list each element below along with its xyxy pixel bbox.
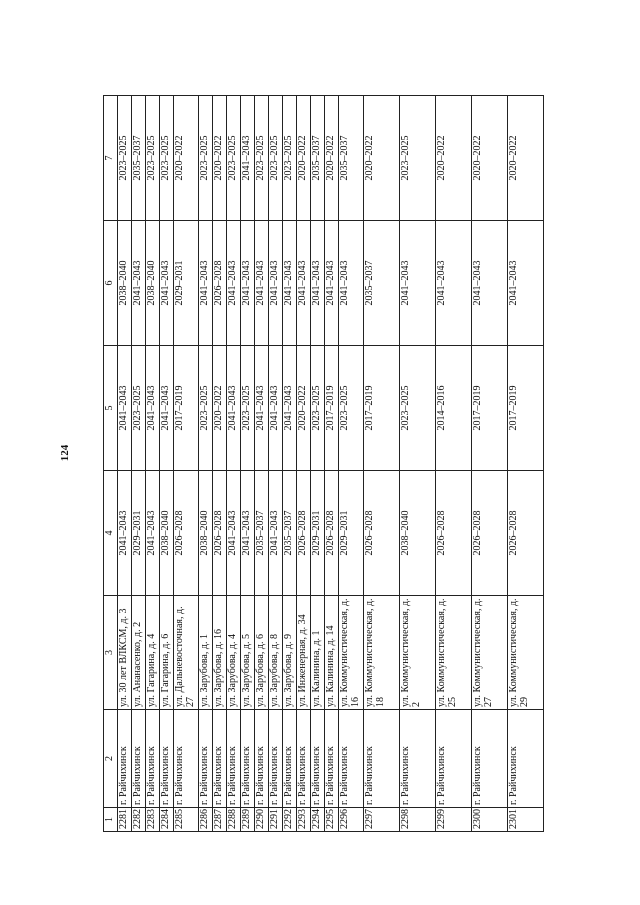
table-row <box>118 96 132 832</box>
city-cell: г. Райчихинск <box>339 710 364 808</box>
table-row <box>146 96 160 832</box>
period-cell-6: 2041–2043 <box>227 221 241 346</box>
table-row <box>255 96 269 832</box>
table-row <box>213 96 227 832</box>
period-cell-5: 2041–2043 <box>269 346 283 471</box>
data-table <box>103 95 544 832</box>
address-cell: ул. Калинина, д. 1 <box>311 596 325 710</box>
period-cell-4: 2038–2040 <box>400 471 436 596</box>
row-number: 2295 <box>325 808 339 832</box>
table-row <box>339 96 364 832</box>
page-number: 124 <box>59 444 71 462</box>
city-cell: г. Райчихинск <box>436 710 472 808</box>
table-row <box>241 96 255 832</box>
period-cell-5: 2023–2025 <box>311 346 325 471</box>
period-cell-5: 2041–2043 <box>255 346 269 471</box>
period-cell-4: 2041–2043 <box>269 471 283 596</box>
city-cell: г. Райчихинск <box>283 710 297 808</box>
period-cell-7: 2023–2025 <box>199 96 213 221</box>
row-number: 2289 <box>241 808 255 832</box>
period-cell-6: 2041–2043 <box>160 221 174 346</box>
city-cell: г. Райчихинск <box>400 710 436 808</box>
period-cell-6: 2041–2043 <box>436 221 472 346</box>
period-cell-7: 2023–2025 <box>283 96 297 221</box>
table-row <box>311 96 325 832</box>
period-cell-6: 2041–2043 <box>132 221 146 346</box>
city-cell: г. Райчихинск <box>241 710 255 808</box>
table-row <box>364 96 400 832</box>
period-cell-5: 2017–2019 <box>364 346 400 471</box>
row-number: 2297 <box>364 808 400 832</box>
period-cell-7: 2023–2025 <box>400 96 436 221</box>
period-cell-4: 2041–2043 <box>118 471 132 596</box>
period-cell-6: 2041–2043 <box>255 221 269 346</box>
row-number: 2296 <box>339 808 364 832</box>
period-cell-5: 2041–2043 <box>118 346 132 471</box>
period-cell-5: 2017–2019 <box>472 346 508 471</box>
period-cell-6: 2041–2043 <box>269 221 283 346</box>
col-header-3: 3 <box>104 596 118 710</box>
address-cell: ул. Зарубова, д. 5 <box>241 596 255 710</box>
period-cell-6: 2035–2037 <box>364 221 400 346</box>
row-number: 2291 <box>269 808 283 832</box>
table-row <box>160 96 174 832</box>
period-cell-4: 2029–2031 <box>339 471 364 596</box>
period-cell-4: 2029–2031 <box>311 471 325 596</box>
period-cell-5: 2023–2025 <box>400 346 436 471</box>
city-cell: г. Райчихинск <box>213 710 227 808</box>
address-cell: ул. Зарубова, д. 9 <box>283 596 297 710</box>
table-row <box>174 96 199 832</box>
period-cell-7: 2020–2022 <box>472 96 508 221</box>
period-cell-6: 2041–2043 <box>325 221 339 346</box>
table-row <box>297 96 311 832</box>
period-cell-5: 2023–2025 <box>241 346 255 471</box>
address-cell: ул. Ананасенко, д. 2 <box>132 596 146 710</box>
period-cell-6: 2041–2043 <box>508 221 544 346</box>
period-cell-6: 2029–2031 <box>174 221 199 346</box>
table-row <box>508 96 544 832</box>
address-cell: ул. Гагарина, д. 6 <box>160 596 174 710</box>
period-cell-4: 2026–2028 <box>297 471 311 596</box>
period-cell-4: 2026–2028 <box>325 471 339 596</box>
row-number: 2301 <box>508 808 544 832</box>
table-row <box>436 96 472 832</box>
city-cell: г. Райчихинск <box>227 710 241 808</box>
table-body <box>118 96 544 832</box>
city-cell: г. Райчихинск <box>199 710 213 808</box>
period-cell-6: 2041–2043 <box>339 221 364 346</box>
table-row <box>227 96 241 832</box>
period-cell-5: 2020–2022 <box>297 346 311 471</box>
period-cell-4: 2026–2028 <box>174 471 199 596</box>
period-cell-5: 2041–2043 <box>160 346 174 471</box>
row-number: 2298 <box>400 808 436 832</box>
period-cell-4: 2026–2028 <box>472 471 508 596</box>
row-number: 2292 <box>283 808 297 832</box>
col-header-5: 5 <box>104 346 118 471</box>
period-cell-7: 2023–2025 <box>227 96 241 221</box>
table-row <box>132 96 146 832</box>
row-number: 2294 <box>311 808 325 832</box>
address-cell: ул. Зарубова, д. 8 <box>269 596 283 710</box>
period-cell-5: 2041–2043 <box>146 346 160 471</box>
row-number: 2288 <box>227 808 241 832</box>
address-cell: ул. Коммунистическая, д. 29 <box>508 596 544 710</box>
address-cell: ул. Зарубова, д. 6 <box>255 596 269 710</box>
period-cell-6: 2041–2043 <box>297 221 311 346</box>
city-cell: г. Райчихинск <box>160 710 174 808</box>
period-cell-4: 2035–2037 <box>255 471 269 596</box>
period-cell-4: 2041–2043 <box>227 471 241 596</box>
city-cell: г. Райчихинск <box>325 710 339 808</box>
col-header-1: 1 <box>104 808 118 832</box>
period-cell-5: 2041–2043 <box>227 346 241 471</box>
row-number: 2287 <box>213 808 227 832</box>
city-cell: г. Райчихинск <box>311 710 325 808</box>
row-number: 2283 <box>146 808 160 832</box>
table-row <box>199 96 213 832</box>
period-cell-7: 2020–2022 <box>508 96 544 221</box>
period-cell-4: 2041–2043 <box>146 471 160 596</box>
rotated-table-wrapper <box>103 96 592 832</box>
period-cell-4: 2041–2043 <box>241 471 255 596</box>
period-cell-4: 2026–2028 <box>436 471 472 596</box>
table-row <box>283 96 297 832</box>
period-cell-7: 2035–2037 <box>311 96 325 221</box>
period-cell-4: 2026–2028 <box>364 471 400 596</box>
period-cell-5: 2020–2022 <box>213 346 227 471</box>
period-cell-6: 2041–2043 <box>311 221 325 346</box>
period-cell-4: 2029–2031 <box>132 471 146 596</box>
period-cell-6: 2038–2040 <box>118 221 132 346</box>
address-cell: ул. Зарубова, д. 16 <box>213 596 227 710</box>
period-cell-6: 2041–2043 <box>472 221 508 346</box>
period-cell-4: 2038–2040 <box>199 471 213 596</box>
period-cell-4: 2035–2037 <box>283 471 297 596</box>
address-cell: ул. Инженерная, д. 34 <box>297 596 311 710</box>
period-cell-7: 2023–2025 <box>269 96 283 221</box>
period-cell-7: 2035–2037 <box>339 96 364 221</box>
city-cell: г. Райчихинск <box>508 710 544 808</box>
period-cell-7: 2020–2022 <box>297 96 311 221</box>
period-cell-5: 2023–2025 <box>132 346 146 471</box>
address-cell: ул. Зарубова, д. 4 <box>227 596 241 710</box>
row-number: 2282 <box>132 808 146 832</box>
address-cell: ул. Зарубова, д. 1 <box>199 596 213 710</box>
period-cell-4: 2026–2028 <box>508 471 544 596</box>
period-cell-7: 2023–2025 <box>160 96 174 221</box>
period-cell-7: 2020–2022 <box>364 96 400 221</box>
period-cell-6: 2041–2043 <box>241 221 255 346</box>
period-cell-5: 2023–2025 <box>339 346 364 471</box>
period-cell-4: 2038–2040 <box>160 471 174 596</box>
address-cell: ул. Коммунистическая, д. 27 <box>472 596 508 710</box>
address-cell: ул. Гагарина, д. 4 <box>146 596 160 710</box>
period-cell-7: 2041–2043 <box>241 96 255 221</box>
period-cell-6: 2041–2043 <box>400 221 436 346</box>
row-number: 2300 <box>472 808 508 832</box>
row-number: 2285 <box>174 808 199 832</box>
address-cell: ул. Коммунистическая, д. 18 <box>364 596 400 710</box>
table-row <box>472 96 508 832</box>
table-row <box>400 96 436 832</box>
city-cell: г. Райчихинск <box>472 710 508 808</box>
row-number: 2286 <box>199 808 213 832</box>
col-header-6: 6 <box>104 221 118 346</box>
address-cell: ул. 30 лет ВЛКСМ, д. 3 <box>118 596 132 710</box>
address-cell: ул. Коммунистическая, д. 2 <box>400 596 436 710</box>
header-row <box>104 96 118 832</box>
period-cell-7: 2020–2022 <box>436 96 472 221</box>
address-cell: ул. Коммунистическая, д. 25 <box>436 596 472 710</box>
period-cell-5: 2017–2019 <box>508 346 544 471</box>
row-number: 2284 <box>160 808 174 832</box>
period-cell-7: 2020–2022 <box>213 96 227 221</box>
period-cell-5: 2023–2025 <box>199 346 213 471</box>
row-number: 2293 <box>297 808 311 832</box>
period-cell-7: 2023–2025 <box>255 96 269 221</box>
city-cell: г. Райчихинск <box>364 710 400 808</box>
period-cell-6: 2041–2043 <box>199 221 213 346</box>
period-cell-5: 2017–2019 <box>174 346 199 471</box>
period-cell-7: 2035–2037 <box>132 96 146 221</box>
col-header-4: 4 <box>104 471 118 596</box>
table-row <box>269 96 283 832</box>
city-cell: г. Райчихинск <box>132 710 146 808</box>
city-cell: г. Райчихинск <box>118 710 132 808</box>
city-cell: г. Райчихинск <box>297 710 311 808</box>
period-cell-4: 2026–2028 <box>213 471 227 596</box>
address-cell: ул. Калинина, д. 14 <box>325 596 339 710</box>
row-number: 2290 <box>255 808 269 832</box>
city-cell: г. Райчихинск <box>146 710 160 808</box>
row-number: 2281 <box>118 808 132 832</box>
city-cell: г. Райчихинск <box>174 710 199 808</box>
period-cell-5: 2017–2019 <box>325 346 339 471</box>
city-cell: г. Райчихинск <box>255 710 269 808</box>
period-cell-6: 2026–2028 <box>213 221 227 346</box>
col-header-2: 2 <box>104 710 118 808</box>
period-cell-7: 2023–2025 <box>146 96 160 221</box>
address-cell: ул. Дальневосточная, д. 27 <box>174 596 199 710</box>
row-number: 2299 <box>436 808 472 832</box>
col-header-7: 7 <box>104 96 118 221</box>
period-cell-5: 2041–2043 <box>283 346 297 471</box>
city-cell: г. Райчихинск <box>269 710 283 808</box>
period-cell-6: 2038–2040 <box>146 221 160 346</box>
address-cell: ул. Коммунистическая, д. 16 <box>339 596 364 710</box>
period-cell-7: 2020–2022 <box>174 96 199 221</box>
table-row <box>325 96 339 832</box>
period-cell-5: 2014–2016 <box>436 346 472 471</box>
period-cell-6: 2041–2043 <box>283 221 297 346</box>
period-cell-7: 2023–2025 <box>118 96 132 221</box>
period-cell-7: 2020–2022 <box>325 96 339 221</box>
